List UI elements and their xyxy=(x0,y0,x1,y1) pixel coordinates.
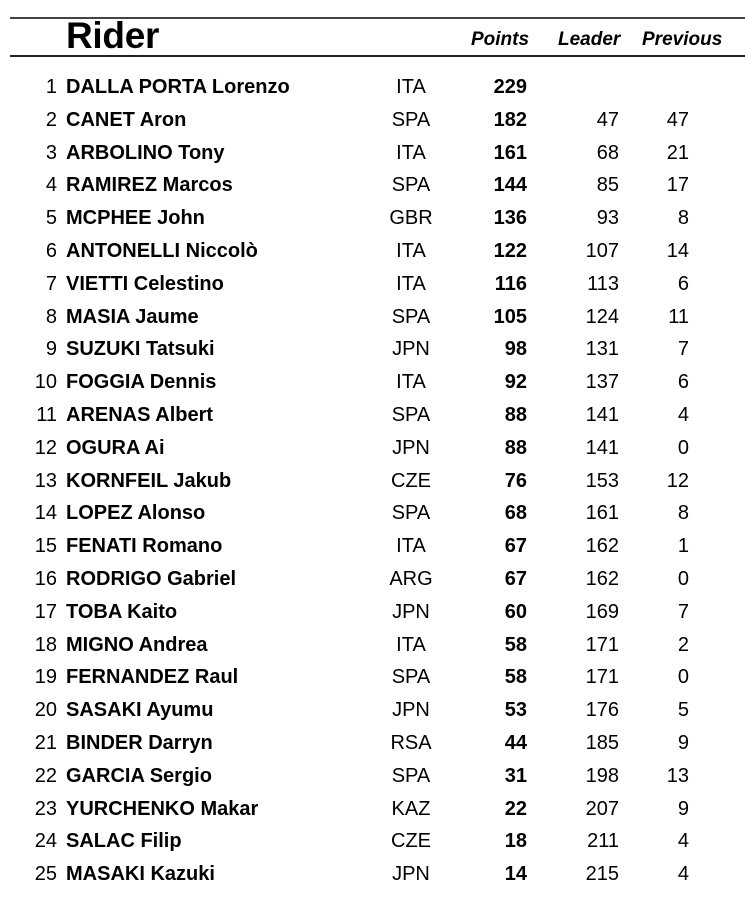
table-row xyxy=(0,530,745,563)
gap-to-previous: 2 xyxy=(677,633,689,656)
rider-position: 1 xyxy=(45,76,57,98)
rider-nation: JPN xyxy=(392,699,430,722)
gap-to-leader: 113 xyxy=(587,272,619,295)
table-row xyxy=(0,465,745,498)
gap-to-previous: 21 xyxy=(666,141,689,164)
rider-position: 18 xyxy=(34,633,57,656)
header-leader: Leader xyxy=(558,29,621,50)
rider-position: 23 xyxy=(34,797,57,820)
table-row xyxy=(0,727,745,760)
rider-nation: SPA xyxy=(391,403,431,426)
header-points: Points xyxy=(471,29,530,50)
rider-name: OGURA Ai xyxy=(66,436,165,459)
rider-nation: ARG xyxy=(389,567,433,590)
gap-to-previous: 4 xyxy=(677,830,689,853)
gap-to-previous: 6 xyxy=(677,272,689,295)
gap-to-leader: 215 xyxy=(585,863,619,886)
gap-to-leader: 198 xyxy=(585,764,619,787)
rider-nation: ITA xyxy=(396,239,426,262)
gap-to-previous: 9 xyxy=(677,731,689,754)
rider-nation: CZE xyxy=(391,830,431,853)
header-previous: Previous xyxy=(642,29,723,50)
rider-name: ANTONELLI Niccolò xyxy=(66,239,258,262)
rider-nation: ITA xyxy=(396,272,426,295)
rider-points: 161 xyxy=(493,141,527,164)
gap-to-previous: 17 xyxy=(666,174,689,197)
table-row xyxy=(0,596,745,629)
table-row xyxy=(0,661,745,694)
rider-position: 6 xyxy=(45,239,57,262)
gap-to-leader: 171 xyxy=(585,633,619,656)
rider-nation: SPA xyxy=(391,108,431,131)
gap-to-previous: 8 xyxy=(677,502,689,525)
standings-table xyxy=(0,71,745,891)
rider-points: 92 xyxy=(504,371,527,394)
rider-position: 7 xyxy=(45,272,57,295)
rider-name: MIGNO Andrea xyxy=(66,633,208,656)
rider-points: 53 xyxy=(504,699,527,722)
rider-points: 98 xyxy=(504,338,527,361)
rider-name: SALAC Filip xyxy=(66,830,182,853)
rider-position: 2 xyxy=(45,108,57,131)
rider-nation: GBR xyxy=(389,207,433,230)
rider-position: 9 xyxy=(45,338,57,361)
rider-name: ARBOLINO Tony xyxy=(66,141,225,164)
table-row xyxy=(0,137,745,170)
gap-to-leader: 85 xyxy=(596,174,619,197)
gap-to-previous: 6 xyxy=(677,371,689,394)
rider-nation: JPN xyxy=(392,436,430,459)
gap-to-leader: 211 xyxy=(587,830,619,853)
gap-to-leader: 141 xyxy=(585,403,619,426)
rider-position: 20 xyxy=(34,699,57,722)
rider-name: GARCIA Sergio xyxy=(66,764,212,787)
rider-points: 58 xyxy=(504,633,527,656)
rider-points: 88 xyxy=(504,403,527,426)
gap-to-previous: 8 xyxy=(677,207,689,230)
rider-position: 17 xyxy=(34,600,57,623)
rider-position: 10 xyxy=(34,371,57,394)
rider-nation: SPA xyxy=(391,764,431,787)
rider-name: FENATI Romano xyxy=(66,535,223,558)
rider-position: 24 xyxy=(34,830,57,853)
table-row xyxy=(0,629,745,662)
gap-to-leader: 47 xyxy=(596,108,619,131)
rider-points: 68 xyxy=(504,502,527,525)
rider-name: YURCHENKO Makar xyxy=(66,797,259,820)
table-row xyxy=(0,432,745,465)
rider-name: CANET Aron xyxy=(66,108,187,131)
gap-to-previous: 7 xyxy=(677,600,689,623)
rider-points: 44 xyxy=(504,731,527,754)
rider-points: 76 xyxy=(504,469,527,492)
table-row xyxy=(0,333,745,366)
rider-name: SASAKI Ayumu xyxy=(66,699,214,722)
table-row xyxy=(0,71,745,104)
rider-name: FOGGIA Dennis xyxy=(66,371,217,394)
gap-to-previous: 0 xyxy=(677,666,689,689)
header-rule xyxy=(10,55,745,57)
gap-to-leader: 161 xyxy=(585,502,619,525)
gap-to-previous: 7 xyxy=(677,338,689,361)
rider-position: 3 xyxy=(45,141,57,164)
rider-nation: ITA xyxy=(396,535,426,558)
table-row xyxy=(0,301,745,334)
rider-name: VIETTI Celestino xyxy=(66,272,224,295)
rider-nation: SPA xyxy=(391,174,431,197)
rider-name: RODRIGO Gabriel xyxy=(66,567,237,590)
gap-to-leader: 162 xyxy=(585,535,619,558)
rider-points: 22 xyxy=(504,797,527,820)
rider-position: 5 xyxy=(45,207,57,230)
rider-points: 105 xyxy=(493,305,527,328)
rider-position: 25 xyxy=(34,863,57,886)
table-row xyxy=(0,497,745,530)
gap-to-leader: 171 xyxy=(585,666,619,689)
rider-points: 67 xyxy=(504,535,527,558)
rider-nation: RSA xyxy=(390,731,432,754)
rider-nation: ITA xyxy=(396,76,426,98)
rider-points: 229 xyxy=(493,76,527,98)
table-row xyxy=(0,366,745,399)
rider-nation: JPN xyxy=(392,600,430,623)
rider-position: 21 xyxy=(34,731,57,754)
table-row xyxy=(0,563,745,596)
rider-position: 22 xyxy=(34,764,57,787)
rider-nation: SPA xyxy=(391,305,431,328)
rider-points: 31 xyxy=(504,764,527,787)
rider-points: 58 xyxy=(504,666,527,689)
gap-to-previous: 4 xyxy=(677,403,689,426)
rider-position: 13 xyxy=(34,469,57,492)
rider-nation: KAZ xyxy=(391,797,431,820)
rider-points: 136 xyxy=(493,207,527,230)
gap-to-previous: 1 xyxy=(677,535,689,558)
rider-name: KORNFEIL Jakub xyxy=(66,469,232,492)
table-row xyxy=(0,104,745,137)
rider-nation: SPA xyxy=(391,666,431,689)
rider-points: 14 xyxy=(504,863,527,886)
gap-to-leader: 207 xyxy=(585,797,619,820)
table-row xyxy=(0,858,745,891)
rider-nation: JPN xyxy=(392,863,430,886)
gap-to-previous: 11 xyxy=(668,305,689,328)
rider-nation: ITA xyxy=(396,141,426,164)
table-row xyxy=(0,169,745,202)
table-row xyxy=(0,235,745,268)
rider-name: ARENAS Albert xyxy=(66,403,214,426)
rider-name: BINDER Darryn xyxy=(66,731,213,754)
rider-nation: SPA xyxy=(391,502,431,525)
rider-position: 19 xyxy=(34,666,57,689)
rider-name: SUZUKI Tatsuki xyxy=(66,338,215,361)
gap-to-leader: 131 xyxy=(585,338,619,361)
gap-to-leader: 169 xyxy=(585,600,619,623)
rider-name: LOPEZ Alonso xyxy=(66,502,206,525)
gap-to-previous: 0 xyxy=(677,567,689,590)
rider-name: MCPHEE John xyxy=(66,207,205,230)
table-row xyxy=(0,760,745,793)
table-row xyxy=(0,399,745,432)
gap-to-leader: 185 xyxy=(585,731,619,754)
gap-to-leader: 176 xyxy=(585,699,619,722)
rider-nation: ITA xyxy=(396,633,426,656)
gap-to-leader: 162 xyxy=(585,567,619,590)
rider-name: MASIA Jaume xyxy=(66,305,199,328)
gap-to-leader: 68 xyxy=(596,141,619,164)
gap-to-previous: 47 xyxy=(666,108,689,131)
table-row xyxy=(0,202,745,235)
rider-position: 16 xyxy=(34,567,57,590)
rider-nation: CZE xyxy=(391,469,431,492)
gap-to-previous: 9 xyxy=(677,797,689,820)
table-row xyxy=(0,268,745,301)
gap-to-previous: 4 xyxy=(677,863,689,886)
gap-to-leader: 137 xyxy=(585,371,619,394)
rider-points: 67 xyxy=(504,567,527,590)
rider-points: 122 xyxy=(493,239,527,262)
gap-to-leader: 124 xyxy=(585,305,619,328)
rider-points: 116 xyxy=(494,272,527,295)
gap-to-leader: 107 xyxy=(585,239,619,262)
table-row xyxy=(0,825,745,858)
table-row xyxy=(0,793,745,826)
gap-to-previous: 13 xyxy=(666,764,689,787)
rider-nation: ITA xyxy=(396,371,426,394)
rider-name: RAMIREZ Marcos xyxy=(66,174,233,197)
rider-name: FERNANDEZ Raul xyxy=(66,666,239,689)
gap-to-previous: 5 xyxy=(677,699,689,722)
gap-to-previous: 0 xyxy=(677,436,689,459)
gap-to-previous: 12 xyxy=(666,469,689,492)
rider-position: 14 xyxy=(34,502,57,525)
rider-points: 18 xyxy=(504,830,527,853)
gap-to-leader: 93 xyxy=(596,207,619,230)
rider-points: 182 xyxy=(493,108,527,131)
rider-position: 12 xyxy=(34,436,57,459)
rider-position: 8 xyxy=(45,305,57,328)
gap-to-leader: 141 xyxy=(585,436,619,459)
header-rider: Rider xyxy=(66,15,160,56)
rider-position: 11 xyxy=(36,403,57,426)
table-row xyxy=(0,694,745,727)
rider-position: 4 xyxy=(45,174,57,197)
rider-points: 144 xyxy=(493,174,527,197)
rider-name: MASAKI Kazuki xyxy=(66,863,215,886)
rider-nation: JPN xyxy=(392,338,430,361)
rider-name: TOBA Kaito xyxy=(66,600,178,623)
rider-name: DALLA PORTA Lorenzo xyxy=(66,76,290,98)
gap-to-leader: 153 xyxy=(585,469,619,492)
rider-points: 88 xyxy=(504,436,527,459)
gap-to-previous: 14 xyxy=(666,239,689,262)
rider-points: 60 xyxy=(504,600,527,623)
rider-position: 15 xyxy=(34,535,57,558)
